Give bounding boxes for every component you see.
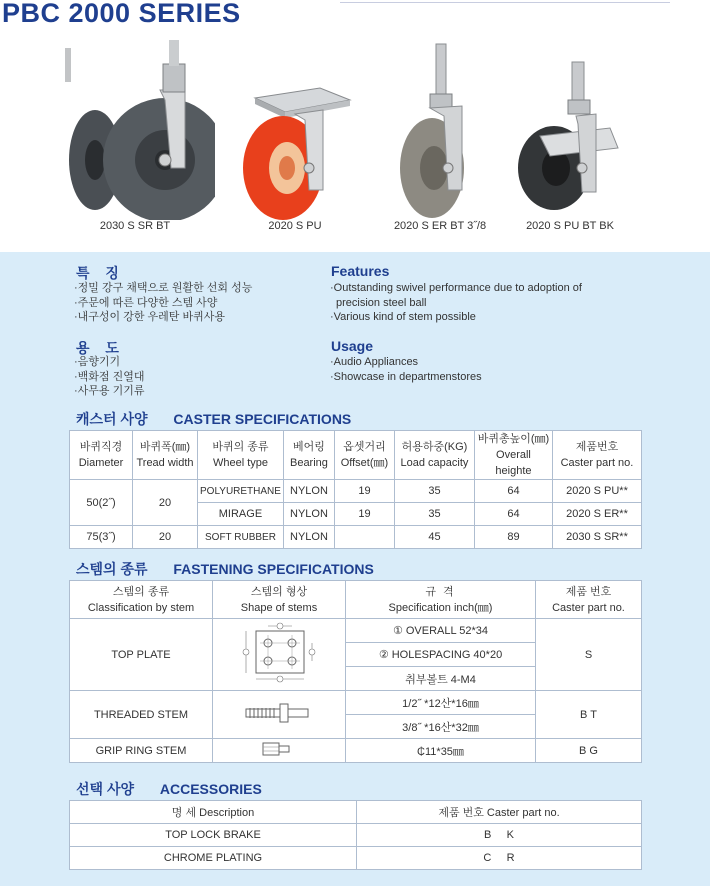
list-item: ·Audio Appliances: [330, 356, 419, 368]
threaded-stem-icon: [244, 701, 314, 725]
table-row: 50(2˝) 20 POLYURETHANE NYLON 19 35 64 2020 S PU**: [70, 480, 642, 503]
accessories-table: [69, 800, 642, 870]
col-header: 제품번호 Caster part no.: [552, 431, 641, 480]
caster-spec-title-ko: 캐스터 사양: [76, 411, 148, 427]
accessories-title-ko: 선택 사양: [76, 781, 134, 797]
product-2030-s-sr-bt: [65, 40, 205, 240]
table-row: 3/8˝ *16산*32㎜: [70, 715, 642, 739]
caster-spec-title: [76, 409, 351, 429]
list-item: ·내구성이 강한 우레탄 바퀴사용: [74, 311, 225, 323]
table-row: TOP LOCK BRAKE B K: [70, 824, 642, 847]
table-row: ② HOLESPACING 40*20: [70, 643, 642, 667]
top-plate-drawing: [213, 619, 346, 691]
col-header: 제품 번호 Caster part no.: [536, 581, 642, 619]
product-2020-s-pu-bt-bk: [500, 40, 640, 240]
usage-en-heading: Usage: [331, 338, 374, 354]
features-en-list: [330, 281, 582, 325]
fastening-spec-title: [76, 559, 374, 579]
caster-spec-table: [69, 430, 642, 549]
table-header-row: 명 세 Description 제품 번호 Caster part no.: [70, 801, 642, 824]
usage-ko-heading: 용 도: [76, 340, 125, 356]
col-header: 바퀴직경 Diameter: [70, 431, 133, 480]
col-header: 스템의 종류 Classification by stem: [70, 581, 213, 619]
list-item: ·백화점 진열대: [74, 370, 145, 383]
table-row: 취부볼트 4-M4: [70, 667, 642, 691]
list-item: ·주문에 따른 다양한 스템 사양: [74, 296, 218, 309]
caster-spec-title-en: CASTER SPECIFICATIONS: [173, 411, 352, 427]
accessories-title-en: ACCESSORIES: [159, 781, 262, 797]
table-row: THREADED STEM 1/2˝ *12산*16㎜ B T: [70, 691, 642, 715]
grip-ring-stem-icon: [259, 740, 299, 758]
table-row: GRIP RING STEM ₵11*35㎜ B G: [70, 739, 642, 763]
product-2020-s-pu: [225, 40, 365, 240]
product-caption: 2030 S SR BT: [99, 220, 171, 232]
col-header: 옵셋거리 Offset(㎜): [334, 431, 394, 480]
product-2020-s-er-bt: [370, 40, 510, 240]
list-item: ·Outstanding swivel performance due to adoption of: [330, 282, 582, 294]
list-item: ·사무용 기기류: [74, 385, 145, 397]
fastening-spec-table: [69, 580, 642, 763]
page-title: PBC 2000 SERIES: [2, 0, 241, 28]
fastening-spec-title-ko: 스템의 종류: [76, 561, 148, 577]
fastening-spec-title-en: FASTENING SPECIFICATIONS: [173, 561, 374, 577]
list-item: ·음향기기: [74, 356, 121, 368]
accessories-title: [76, 779, 262, 799]
table-row: CHROME PLATING C R: [70, 847, 642, 870]
features-en-heading: Features: [331, 263, 390, 279]
col-header: 베어링 Bearing: [283, 431, 334, 480]
col-header: 허용하중(KG) Load capacity: [394, 431, 474, 480]
product-caption: 2020 S PU: [268, 220, 322, 232]
top-plate-diagram-icon: [232, 621, 326, 685]
table-row: 75(3˝) 20 SOFT RUBBER NYLON 45 89 2030 S SR**: [70, 526, 642, 549]
title-rule: [340, 2, 670, 3]
col-header: 바퀴폭(㎜) Tread width: [133, 431, 198, 480]
header: [0, 0, 710, 252]
list-item: ·정밀 강구 채택으로 원활한 선회 성능: [74, 282, 253, 294]
caster-threaded-stem-icon: [370, 40, 510, 220]
col-header: 스템의 형상 Shape of stems: [213, 581, 346, 619]
col-header: 바퀴의 종류 Wheel type: [198, 431, 284, 480]
list-item: ·Showcase in departmenstores: [330, 370, 482, 383]
caster-threaded-stem-icon: [65, 40, 215, 220]
list-item: ·Various kind of stem possible: [330, 311, 476, 323]
table-row: MIRAGE NYLON 19 35 64 2020 S ER**: [70, 503, 642, 526]
table-row: TOP PLATE ① OVERALL 52*34 S: [70, 619, 642, 643]
grip-ring-drawing: [213, 739, 346, 763]
col-header: 바퀴총높이(㎜) Overall heighte: [474, 431, 552, 480]
list-item: precision steel ball: [336, 296, 427, 309]
features-ko-heading: 특 징: [76, 265, 125, 281]
product-caption: 2020 S ER BT 3˝/8: [393, 220, 487, 232]
usage-ko-list: [74, 355, 144, 399]
product-caption: 2020 S PU BT BK: [526, 220, 614, 232]
usage-en-list: [330, 355, 482, 384]
caster-brake-icon: [500, 40, 640, 220]
caster-top-plate-icon: [225, 40, 365, 220]
threaded-stem-drawing: [213, 691, 346, 739]
features-ko-list: [74, 281, 252, 325]
col-header: 규 격 Specification inch(㎜): [346, 581, 536, 619]
